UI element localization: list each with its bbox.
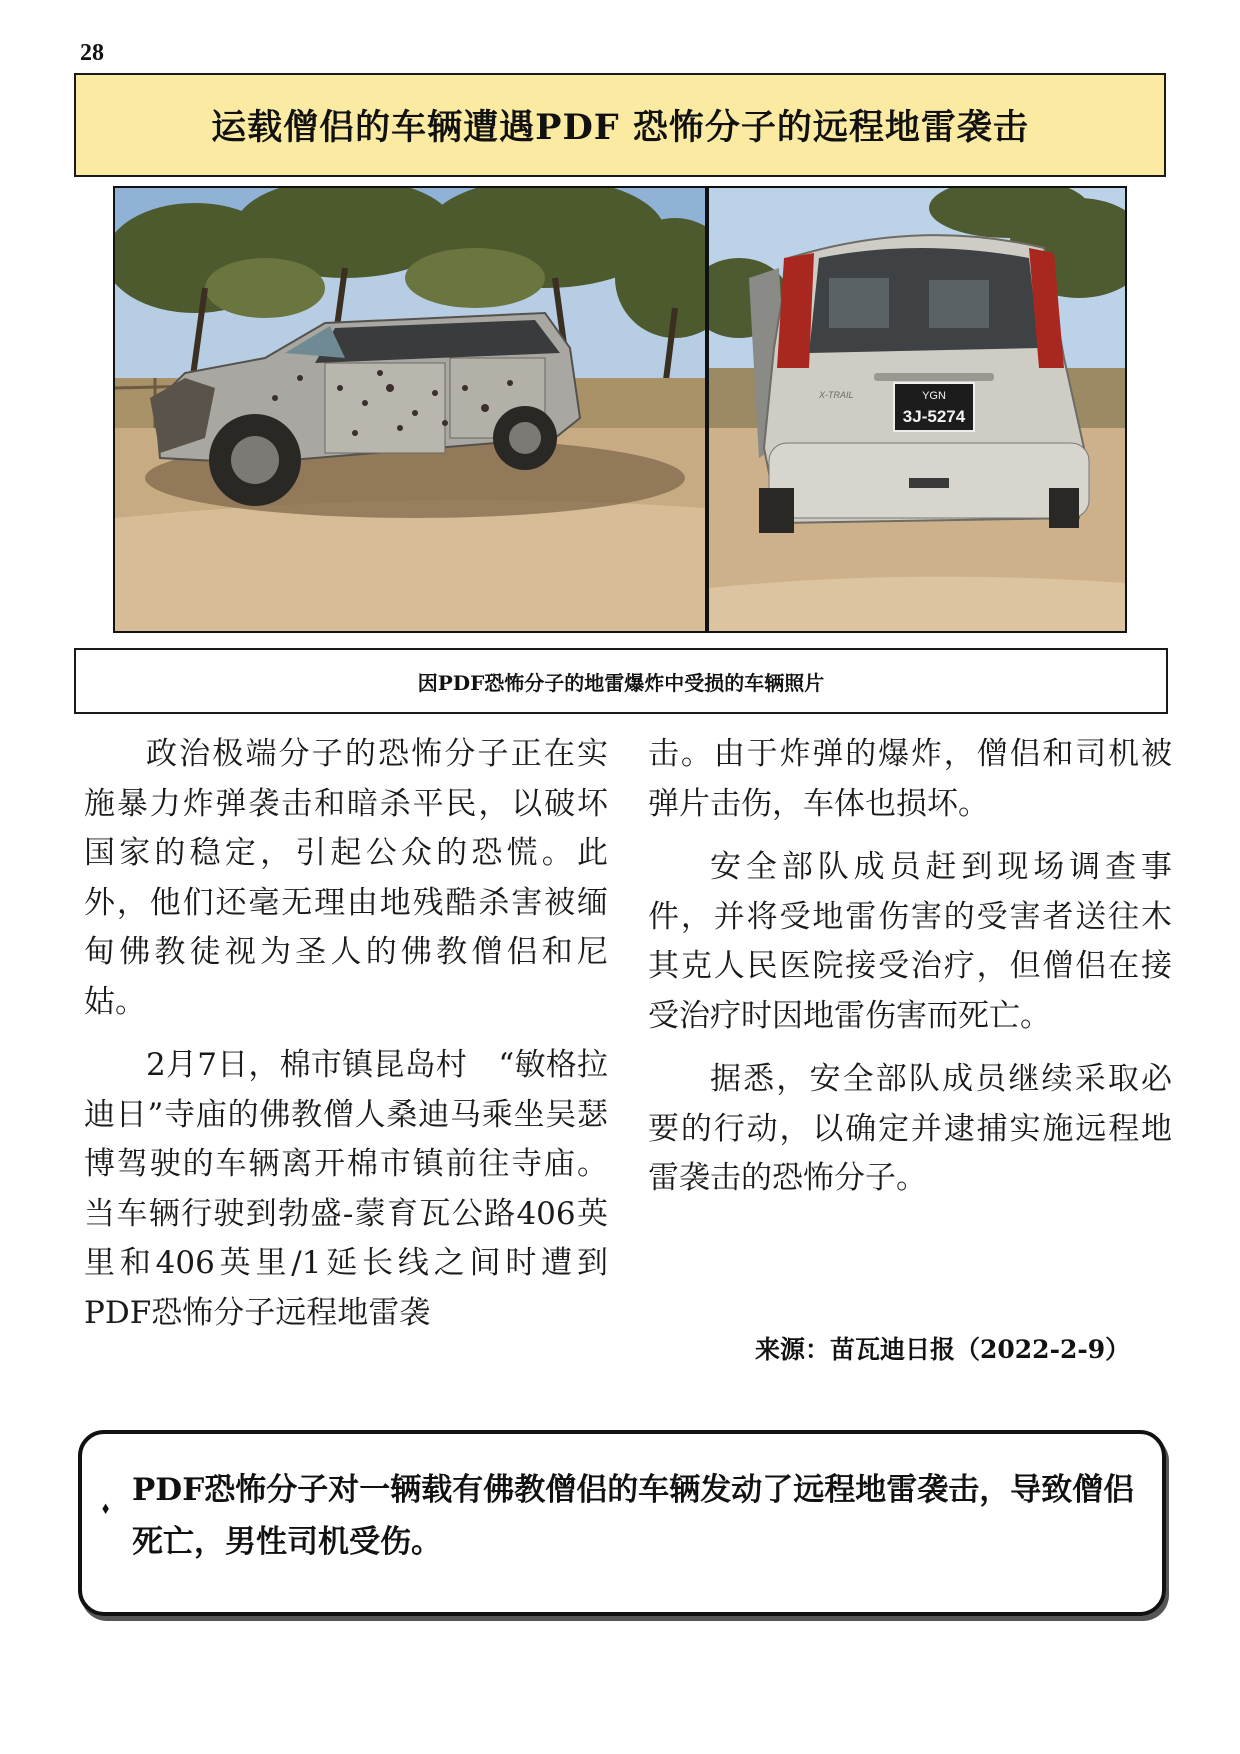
photo-panel	[113, 186, 1127, 633]
photo-caption: 因PDF恐怖分子的地雷爆炸中受损的车辆照片	[417, 670, 825, 695]
plate-number: 3J-5274	[902, 407, 966, 426]
page-number: 28	[80, 40, 104, 66]
damaged-car-rear-photo	[709, 188, 1125, 631]
plate-region: YGN	[922, 390, 946, 402]
bullet-icon: ⬧	[102, 1498, 110, 1517]
source-citation: 来源：苗瓦迪日报（2022-2-9）	[755, 1335, 1131, 1364]
paragraph: 击。由于炸弹的爆炸，僧侣和司机被弹片击伤，车体也损坏。	[648, 736, 1172, 822]
title-banner	[74, 73, 1166, 177]
paragraph: 安全部队成员赶到现场调查事件，并将受地雷伤害的受害者送往木其克人民医院接受治疗，但僧侣在接受治疗时因地雷伤害而死亡。	[648, 849, 1172, 1034]
article-column-right	[648, 730, 1172, 1218]
article-column-left	[84, 730, 608, 1352]
paragraph: 2月7日，棉市镇昆岛村 “敏格拉迪日”寺庙的佛教僧人桑迪马乘坐吴瑟博驾驶的车辆离开棉市镇前往寺庙。当车辆行驶到勃盛-蒙育瓦公路406英里和406英里/1延长线之间时遭到PDF恐怖分子远程地雷袭	[84, 1047, 608, 1331]
photo-caption-box	[74, 648, 1168, 714]
summary-text: PDF恐怖分子对一辆载有佛教僧侣的车辆发动了远程地雷袭击，导致僧侣死亡，男性司机受伤。	[132, 1472, 1135, 1560]
paragraph: 据悉，安全部队成员继续采取必要的行动，以确定并逮捕实施远程地雷袭击的恐怖分子。	[648, 1061, 1172, 1196]
model-badge: X-TRAIL	[819, 390, 854, 400]
paragraph: 政治极端分子的恐怖分子正在实施暴力炸弹袭击和暗杀平民，以破坏国家的稳定，引起公众的恐慌。此外，他们还毫无理由地残酷杀害被缅甸佛教徒视为圣人的佛教僧侣和尼姑。	[84, 736, 608, 1020]
damaged-car-side-photo	[115, 188, 705, 631]
summary-box	[78, 1430, 1166, 1616]
page-title: 运载僧侣的车辆遭遇PDF 恐怖分子的远程地雷袭击	[211, 107, 1029, 148]
